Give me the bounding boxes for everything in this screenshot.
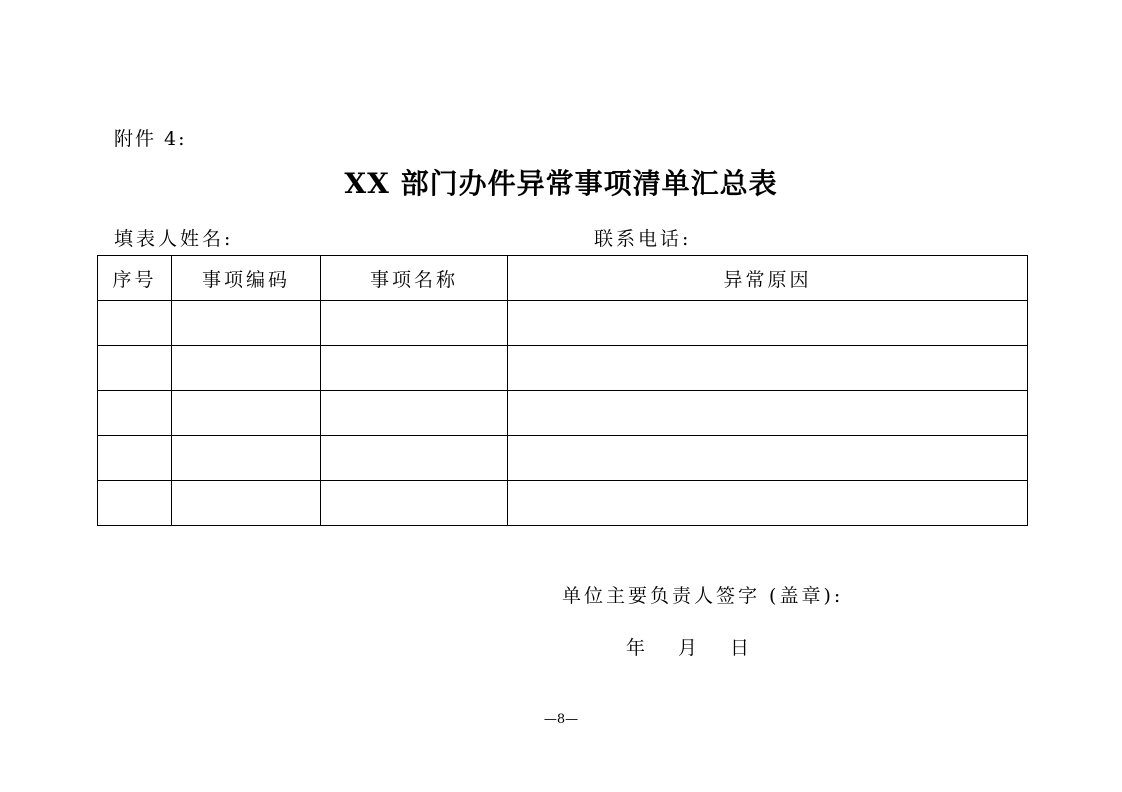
contact-phone-label: 联系电话:	[594, 228, 692, 250]
header-item-name: 事项名称	[321, 256, 508, 301]
table-cell[interactable]	[98, 436, 172, 481]
document-title: XX 部门办件异常事项清单汇总表	[344, 167, 778, 200]
table-row	[98, 301, 1028, 346]
table-cell[interactable]	[98, 301, 172, 346]
table-cell[interactable]	[98, 346, 172, 391]
table-cell[interactable]	[321, 301, 508, 346]
table-cell[interactable]	[98, 391, 172, 436]
date-line	[626, 633, 782, 660]
table-row	[98, 346, 1028, 391]
table-cell[interactable]	[508, 391, 1028, 436]
table-cell[interactable]	[508, 346, 1028, 391]
signature-label: 单位主要负责人签字 (盖章):	[562, 585, 844, 607]
date-day-label: 日	[730, 637, 750, 659]
table-cell[interactable]	[172, 391, 321, 436]
table-row	[98, 391, 1028, 436]
table-cell[interactable]	[321, 436, 508, 481]
table-cell[interactable]	[98, 481, 172, 526]
date-year-label: 年	[626, 637, 646, 659]
table-cell[interactable]	[321, 391, 508, 436]
table-cell[interactable]	[172, 346, 321, 391]
table-cell[interactable]	[508, 436, 1028, 481]
table-row	[98, 481, 1028, 526]
table-header-row	[98, 256, 1028, 301]
page-number: —8—	[543, 712, 579, 727]
attachment-label: 附件 4:	[114, 128, 187, 150]
table-cell[interactable]	[508, 301, 1028, 346]
date-month-label: 月	[678, 637, 698, 659]
table-cell[interactable]	[172, 481, 321, 526]
filler-name-label: 填表人姓名:	[114, 228, 234, 250]
header-item-code: 事项编码	[172, 256, 321, 301]
table-cell[interactable]	[321, 346, 508, 391]
table-cell[interactable]	[508, 481, 1028, 526]
table-cell[interactable]	[321, 481, 508, 526]
header-serial-number: 序号	[98, 256, 172, 301]
summary-table	[97, 255, 1028, 526]
table-row	[98, 436, 1028, 481]
table-cell[interactable]	[172, 436, 321, 481]
header-anomaly-reason: 异常原因	[508, 256, 1028, 301]
table-cell[interactable]	[172, 301, 321, 346]
